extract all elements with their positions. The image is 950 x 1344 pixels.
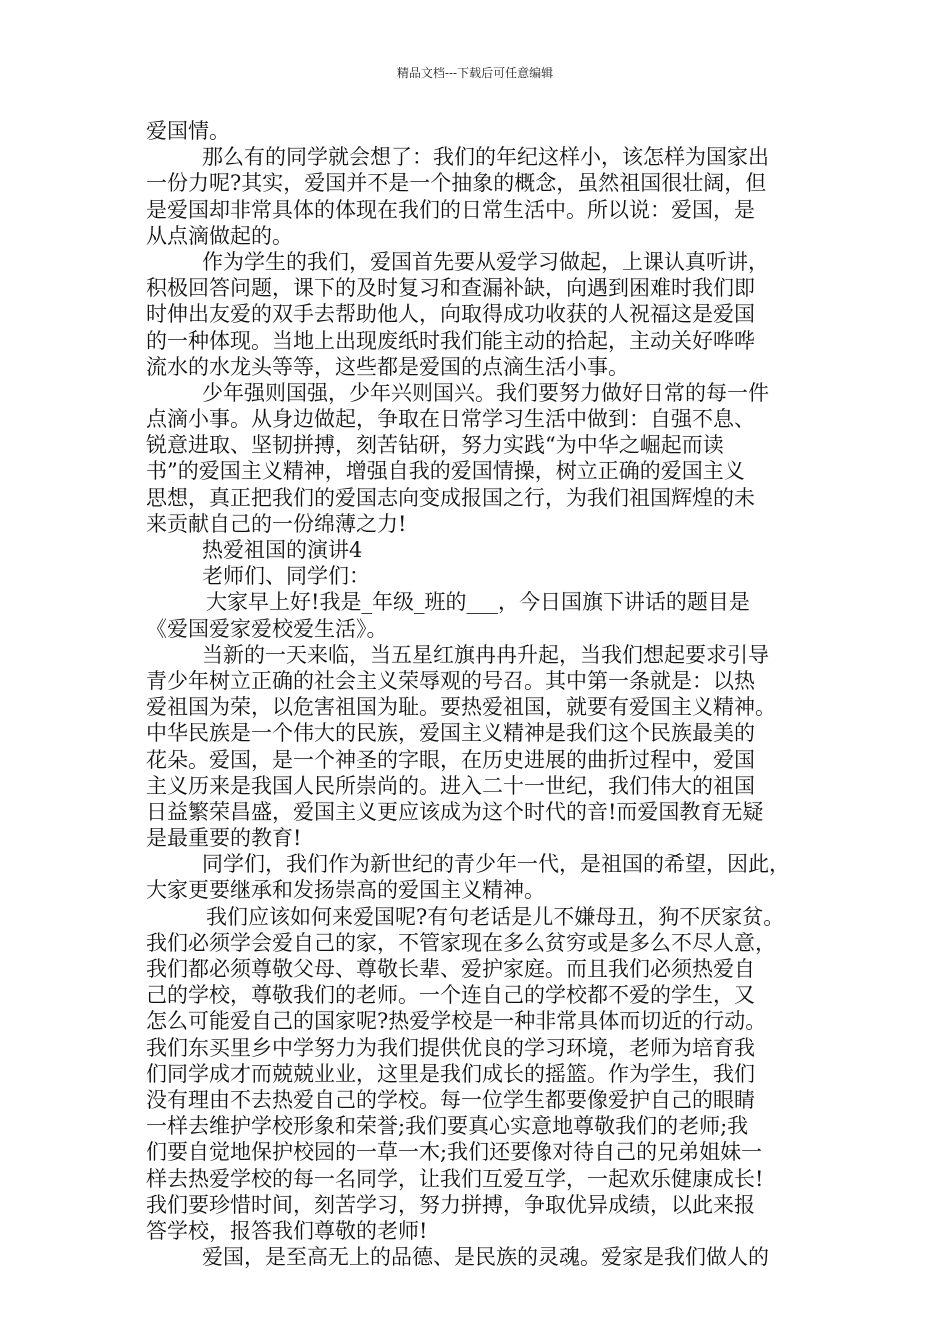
text-line: 老师们、同学们： <box>202 564 370 589</box>
text-line: 是最重要的教育! <box>146 826 302 851</box>
page-header: 精品文档---下载后可任意编辑 <box>396 66 554 80</box>
text-line: 时伸出友爱的双手去帮助他人，向取得成功收获的人祝福这是爱国 <box>146 302 755 327</box>
text-line: 锐意进取、坚韧拼搏，刻苦钻研，努力实践“为中华之崛起而读 <box>146 433 724 458</box>
text-line: 同学们，我们作为新世纪的青少年一代，是祖国的希望，因此， <box>202 852 790 877</box>
text-line: 从点滴做起的。 <box>146 223 293 248</box>
text-line: 来贡献自己的一份绵薄之力! <box>146 511 407 536</box>
text-line: 我们东买里乡中学努力为我们提供优良的学习环境，老师为培育我 <box>146 1035 755 1060</box>
text-line: 少年强则国强，少年兴则国兴。我们要努力做好日常的每一件 <box>202 380 769 405</box>
text-line: 爱祖国为荣，以危害祖国为耻。要热爱祖国，就要有爱国主义精神。 <box>146 695 776 720</box>
text-line: 一样去维护学校形象和荣誉;我们要真心实意地尊敬我们的老师;我 <box>146 1114 749 1139</box>
text-line: 答学校，报答我们尊敬的老师! <box>146 1218 428 1243</box>
text-line: 大家更要继承和发扬崇高的爱国主义精神。 <box>146 878 545 903</box>
text-line: 怎么可能爱自己的国家呢?热爱学校是一种非常具体而切近的行动。 <box>146 1009 767 1034</box>
text-line: 中华民族是一个伟大的民族，爱国主义精神是我们这个民族最美的 <box>146 721 755 746</box>
text-line: 《爱国爱家爱校爱生活》。 <box>146 616 388 641</box>
text-line: 没有理由不去热爱自己的学校。每一位学生都要像爱护自己的眼睛 <box>146 1087 755 1112</box>
text-line: 那么有的同学就会想了：我们的年纪这样小，该怎样为国家出 <box>202 145 769 170</box>
text-line: 是爱国却非常具体的体现在我们的日常生活中。所以说：爱国，是 <box>146 197 755 222</box>
text-line: 我们必须学会爱自己的家，不管家现在多么贫穷或是多么不尽人意， <box>146 930 776 955</box>
text-line: 当新的一天来临，当五星红旗冉冉升起，当我们想起要求引导 <box>202 642 769 667</box>
text-line: 花朵。爱国，是一个神圣的字眼，在历史进展的曲折过程中，爱国 <box>146 747 755 772</box>
document-body <box>146 118 806 1270</box>
text-line: 热爱祖国的演讲4 <box>202 538 363 562</box>
text-line: 们要自觉地保护校园的一草一木;我们还要像对待自己的兄弟姐妹一 <box>146 1140 763 1165</box>
text-line: 们同学成才而兢兢业业，这里是我们成长的摇篮。作为学生，我们 <box>146 1061 755 1086</box>
text-line: 大家早上好!我是_年级_班的___，今日国旗下讲话的题目是 <box>206 590 750 615</box>
text-line: 我们应该如何来爱国呢?有句老话是儿不嫌母丑，狗不厌家贫。 <box>206 904 785 929</box>
text-line: 点滴小事。从身边做起，争取在日常学习生活中做到：自强不息、 <box>146 407 755 432</box>
text-line: 的一种体现。当地上出现废纸时我们能主动的拾起，主动关好哗哗 <box>146 328 755 353</box>
text-line: 爱国，是至高无上的品德、是民族的灵魂。爱家是我们做人的 <box>202 1245 769 1270</box>
text-line: 一份力呢?其实，爱国并不是一个抽象的概念，虽然祖国很壮阔，但 <box>146 171 767 196</box>
text-line: 作为学生的我们，爱国首先要从爱学习做起，上课认真听讲， <box>202 249 769 274</box>
text-line: 思想，真正把我们的爱国志向变成报国之行，为我们祖国辉煌的未 <box>146 485 755 510</box>
text-line: 我们都必须尊敬父母、尊敬长辈、爱护家庭。而且我们必须热爱自 <box>146 957 755 981</box>
text-line: 青少年树立正确的社会主义荣辱观的号召。其中第一条就是：以热 <box>146 668 755 693</box>
text-line: 主义历来是我国人民所崇尚的。进入二十一世纪，我们伟大的祖国 <box>146 773 755 798</box>
text-line: 积极回答问题，课下的及时复习和查漏补缺，向遇到困难时我们即 <box>146 276 755 301</box>
text-line: 爱国情。 <box>146 119 230 143</box>
text-line: 流水的水龙头等等，这些都是爱国的点滴生活小事。 <box>146 354 629 379</box>
text-line: 日益繁荣昌盛，爱国主义更应该成为这个时代的音!而爱国教育无疑 <box>146 799 764 824</box>
text-line: 己的学校，尊敬我们的老师。一个连自己的学校都不爱的学生，又 <box>146 983 755 1008</box>
text-line: 我们要珍惜时间，刻苦学习，努力拼搏，争取优异成绩，以此来报 <box>146 1192 755 1217</box>
text-line: 样去热爱学校的每一名同学，让我们互爱互学，一起欢乐健康成长! <box>146 1166 764 1191</box>
text-line: 书”的爱国主义精神，增强自我的爱国情操，树立正确的爱国主义 <box>146 459 745 484</box>
